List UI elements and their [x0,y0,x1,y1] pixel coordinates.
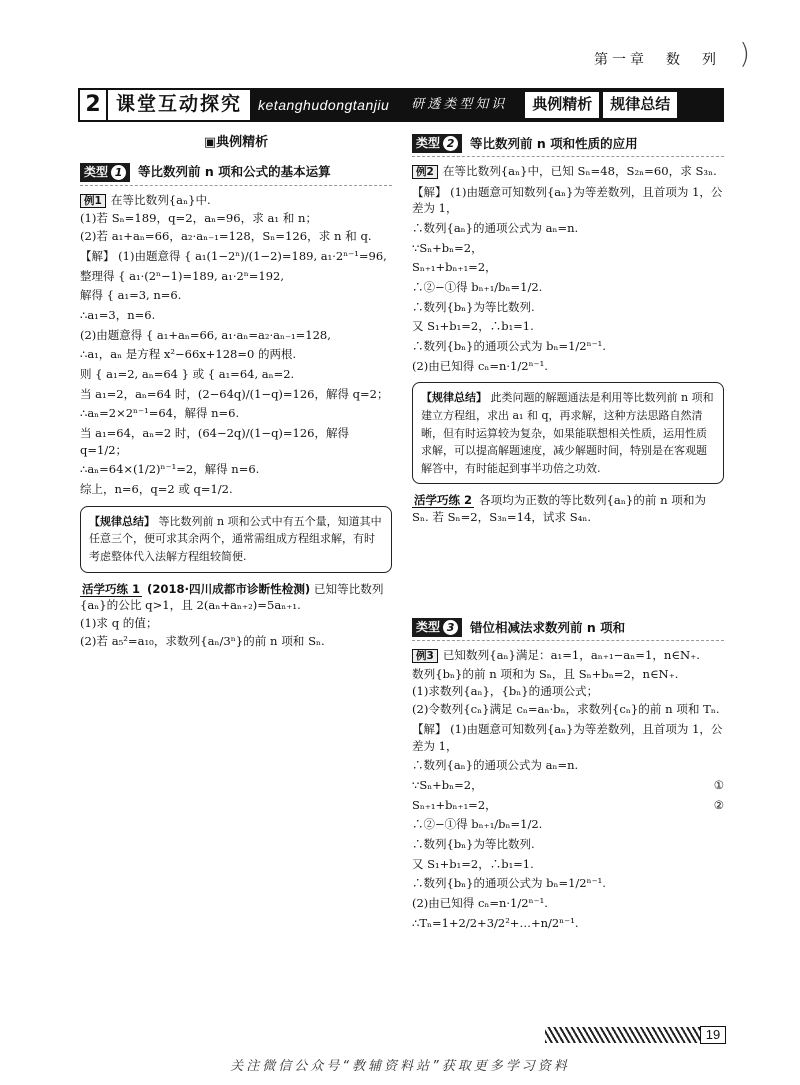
tab-summary: 规律总结 [603,92,677,118]
ex3-solution-line: (2)由已知得 cₙ=n·1/2ⁿ⁻¹. [412,895,548,910]
practice-1: 活学巧练 1 (2018·四川成都市诊断性检测) 已知等比数列{aₙ}的公比 q>1，且 2(aₙ+aₙ₊₂)=5aₙ₊₁. (1)求 q 的值； (2)若 a₅²=a₁₀，求数列{aₙ/3ⁿ}的前 n 项和 Sₙ. [80,581,384,648]
section-pinyin: ketanghudongtanjiu [258,96,390,113]
ex3-solution-line: ① ∵Sₙ+bₙ=2， [412,777,724,792]
ex3-solution-line: ② Sₙ₊₁+bₙ₊₁=2， [412,797,724,812]
section-slogan: 研透类型知识 [411,96,508,112]
ex3-solution-line: 又 S₁+b₁=2，∴b₁=1. [412,856,534,871]
ex3-solution-line: 【解】 (1)由题意可知数列{aₙ}为等差数列，且首项为 1，公差为 1， [412,721,723,753]
summary-box-1: 【规律总结】 等比数列前 n 项和公式中有五个量，知道其中任意三个，便可求其余两个，通常需组成方程组求解，有时考虑整体代入法解方程组较简便. [80,506,392,573]
page-number: 19 [700,1026,726,1044]
footer-stripes [545,1027,725,1043]
example1-stem: 例1 在等比数列{aₙ}中. [80,192,392,209]
equation-marker: ① [713,777,724,792]
type3-heading: 类型 3 错位相减法求数列前 n 项和 [412,618,724,641]
ex3-solution-line: ∴数列{bₙ}为等比数列. [412,836,535,851]
chapter-header: 第一章 数 列 ) [594,50,720,70]
example3-q2: (2)令数列{cₙ}满足 cₙ=aₙ·bₙ，求数列{cₙ}的前 n 项和 Tₙ. [412,702,720,717]
example2-solution: 【解】 (1)由题意可知数列{aₙ}为等差数列，且首项为 1，公差为 1， ∴数列{aₙ}的通项公式为 aₙ=n. ∵Sₙ+bₙ=2， Sₙ₊₁+bₙ₊₁=2， ∴②−①得 bₙ₊₁/bₙ=1/2. ∴数列{bₙ}为等比数列. 又 S₁+b₁=2，∴b₁=1. ∴数列{bₙ}的通项公式为 bₙ=1/2ⁿ⁻¹. (2)由已知得 cₙ=n·1/2ⁿ⁻¹. [412,184,723,373]
example3-solution [412,721,724,931]
practice-2: 活学巧练 2 各项均为正数的等比数列{aₙ}的前 n 项和为 Sₙ. 若 Sₙ=2，S₃ₙ=14，试求 S₄ₙ. [412,493,707,525]
example1-q1: (1)若 Sₙ=189，q=2，aₙ=96，求 a₁ 和 n； [80,211,318,226]
section-title: 课堂互动探究 [108,90,250,120]
header-bracket: ) [739,37,754,70]
section-number: 2 [80,90,106,120]
subsection-title: ▣典例精析 [203,135,269,150]
example3-stem: 例3 已知数列{aₙ}满足：a₁=1，aₙ₊₁−aₙ=1，n∈N₊. [412,647,724,664]
type2-heading: 类型 2 等比数列前 n 项和性质的应用 [412,134,724,157]
example3-q1: (1)求数列{aₙ}，{bₙ}的通项公式； [412,684,599,699]
example1-q2: (2)若 a₁+aₙ=66，a₂·aₙ₋₁=128，Sₙ=126，求 n 和 q. [80,229,372,244]
ex3-solution-line: ∴②−①得 bₙ₊₁/bₙ=1/2. [412,817,543,832]
example1-solution: 【解】 (1)由题意得 { a₁(1−2ⁿ)/(1−2)=189, a₁·2ⁿ⁻¹=96, 整理得 { a₁·(2ⁿ−1)=189, a₁·2ⁿ=192, 解得 { a₁=3, n=6. ∴a₁=3，n=6. (2)由题意得 { a₁+aₙ=66, a₁·aₙ=a₂·aₙ₋₁=128, ∴a₁，aₙ 是方程 x²−66x+128=0 的两根. 则 { a₁=2, aₙ=64 } 或 { a₁=64, aₙ=2. 当 a₁=2，aₙ=64 时，(2−64q)/(1−q)=126，解得 q=2； ∴aₙ=2×2ⁿ⁻¹=64，解得 n=6. 当 a₁=64，aₙ=2 时，(64−2q)/(1−q)=126，解得 q=1/2； ∴aₙ=64×(1/2)ⁿ⁻¹=2，解得 n=6. 综上，n=6，q=2 或 q=1/2. [80,249,389,497]
example3-line2: 数列{bₙ}的前 n 项和为 Sₙ，且 Sₙ+bₙ=2，n∈N₊. [412,666,679,681]
ex3-solution-line: ∴数列{aₙ}的通项公式为 aₙ=n. [412,758,579,773]
left-column [80,128,392,651]
right-column [412,128,724,934]
summary-box-2: 【规律总结】 此类问题的解题通法是利用等比数列前 n 项和建立方程组，求出 a₁ 和 q，再求解，这种方法思路自然清晰，但有时运算较为复杂，如果能联想相关性质，运用性质求解，可以提高解题速度，减少解题时间，特别是在客观题解答中，有时能起到事半功倍之功效. [412,382,724,484]
ex3-solution-line: ∴数列{bₙ}的通项公式为 bₙ=1/2ⁿ⁻¹. [412,876,606,891]
watermark: 关注微信公众号“教辅资料站”获取更多学习资料 [230,1059,570,1074]
ex3-solution-line: ∴Tₙ=1+2/2+3/2²+…+n/2ⁿ⁻¹. [412,915,579,930]
tab-examples: 典例精析 [525,92,599,118]
example2-stem: 例2 在等比数列{aₙ}中，已知 Sₙ=48，S₂ₙ=60，求 S₃ₙ. [412,163,724,180]
equation-marker: ② [713,797,724,812]
type1-heading: 类型 1 等比数列前 n 项和公式的基本运算 [80,163,392,186]
section-banner [78,88,724,122]
